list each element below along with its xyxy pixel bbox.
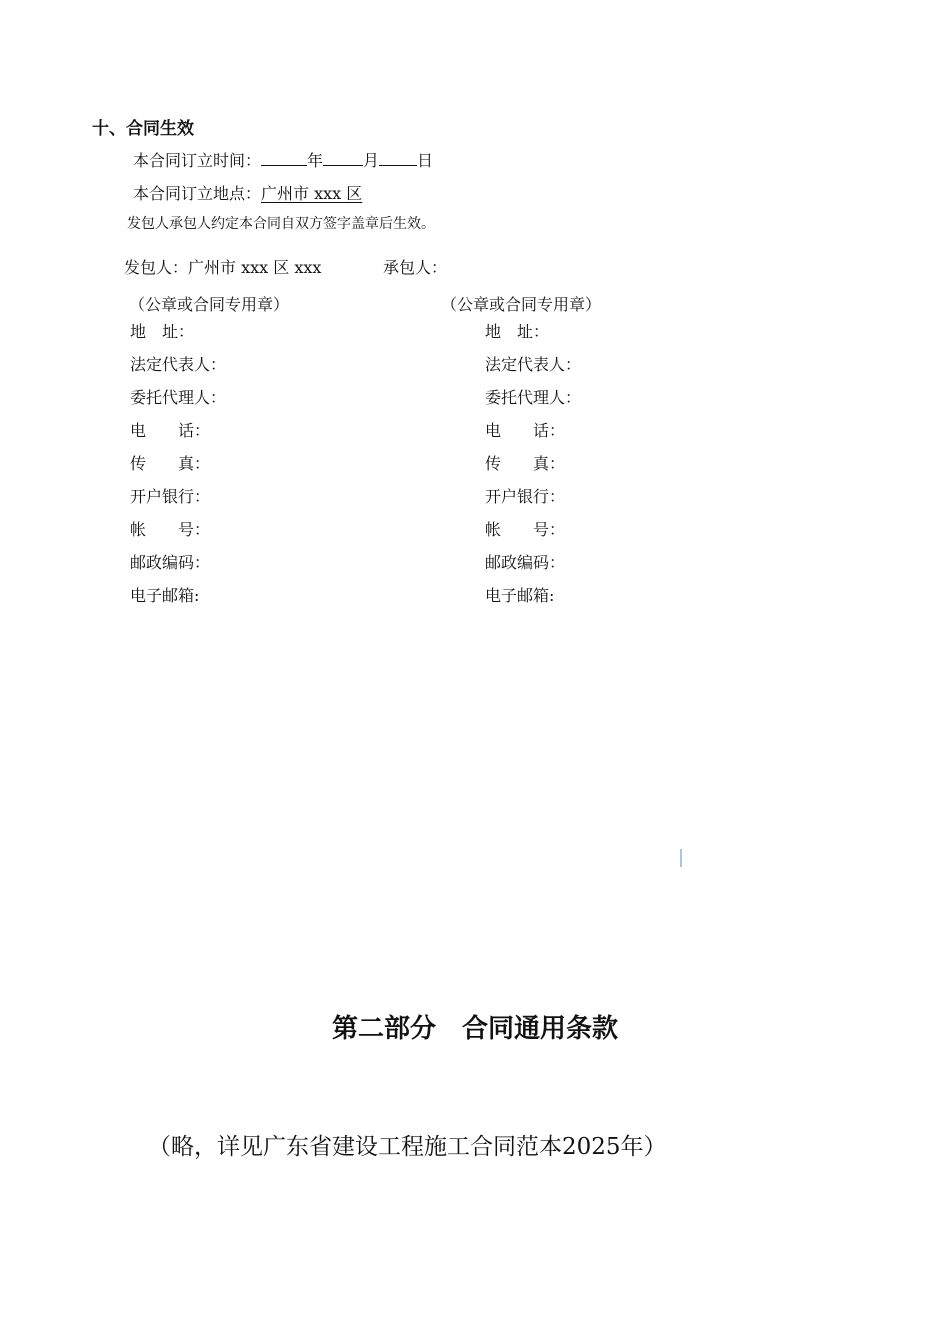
month-blank[interactable] <box>323 151 363 166</box>
field-bank: 开户银行： <box>130 487 211 506</box>
field-email: 电子邮箱: <box>130 586 200 605</box>
field-account: 帐 号： <box>130 520 211 539</box>
field-agent: 委托代理人： <box>485 388 582 407</box>
field-legal-rep: 法定代表人： <box>485 355 582 374</box>
field-bank: 开户银行： <box>485 487 566 506</box>
day-blank[interactable] <box>379 151 417 166</box>
employer-value: 广州市 xxx 区 xxx <box>188 258 322 277</box>
field-email: 电子邮箱: <box>485 586 555 605</box>
part-two-title: 第二部分 合同通用条款 <box>331 1014 618 1044</box>
field-fax: 传 真： <box>485 454 566 473</box>
contractor-seal-note: （公章或合同专用章） <box>441 295 602 314</box>
field-agent: 委托代理人： <box>130 388 227 407</box>
sign-place-value: 广州市 xxx 区 <box>261 184 363 203</box>
employer-label: 发包人： <box>124 258 189 277</box>
part-two-note: （略，详见广东省建设工程施工合同范本2025年） <box>148 1134 667 1160</box>
field-address: 地 址： <box>130 322 195 341</box>
effect-clause: 发包人承包人约定本合同自双方签字盖章后生效。 <box>127 216 435 232</box>
field-postcode: 邮政编码： <box>485 553 566 572</box>
employer-line <box>124 255 321 278</box>
employer-seal-note: （公章或合同专用章） <box>129 295 290 314</box>
section-heading: 十、合同生效 <box>92 119 194 139</box>
field-postcode: 邮政编码： <box>130 553 211 572</box>
field-phone: 电 话： <box>485 421 566 440</box>
field-legal-rep: 法定代表人： <box>130 355 227 374</box>
text-cursor <box>680 849 682 867</box>
day-unit: 日 <box>417 151 434 170</box>
field-address: 地 址： <box>485 322 550 341</box>
field-fax: 传 真： <box>130 454 211 473</box>
field-phone: 电 话： <box>130 421 211 440</box>
year-blank[interactable] <box>261 151 307 166</box>
contractor-label: 承包人： <box>383 258 448 277</box>
month-unit: 月 <box>363 151 380 170</box>
sign-place-line <box>133 181 362 204</box>
year-unit: 年 <box>307 151 324 170</box>
field-account: 帐 号： <box>485 520 566 539</box>
sign-time-label: 本合同订立时间： <box>133 151 262 170</box>
sign-place-label: 本合同订立地点： <box>133 184 262 203</box>
sign-time-line <box>133 148 433 171</box>
